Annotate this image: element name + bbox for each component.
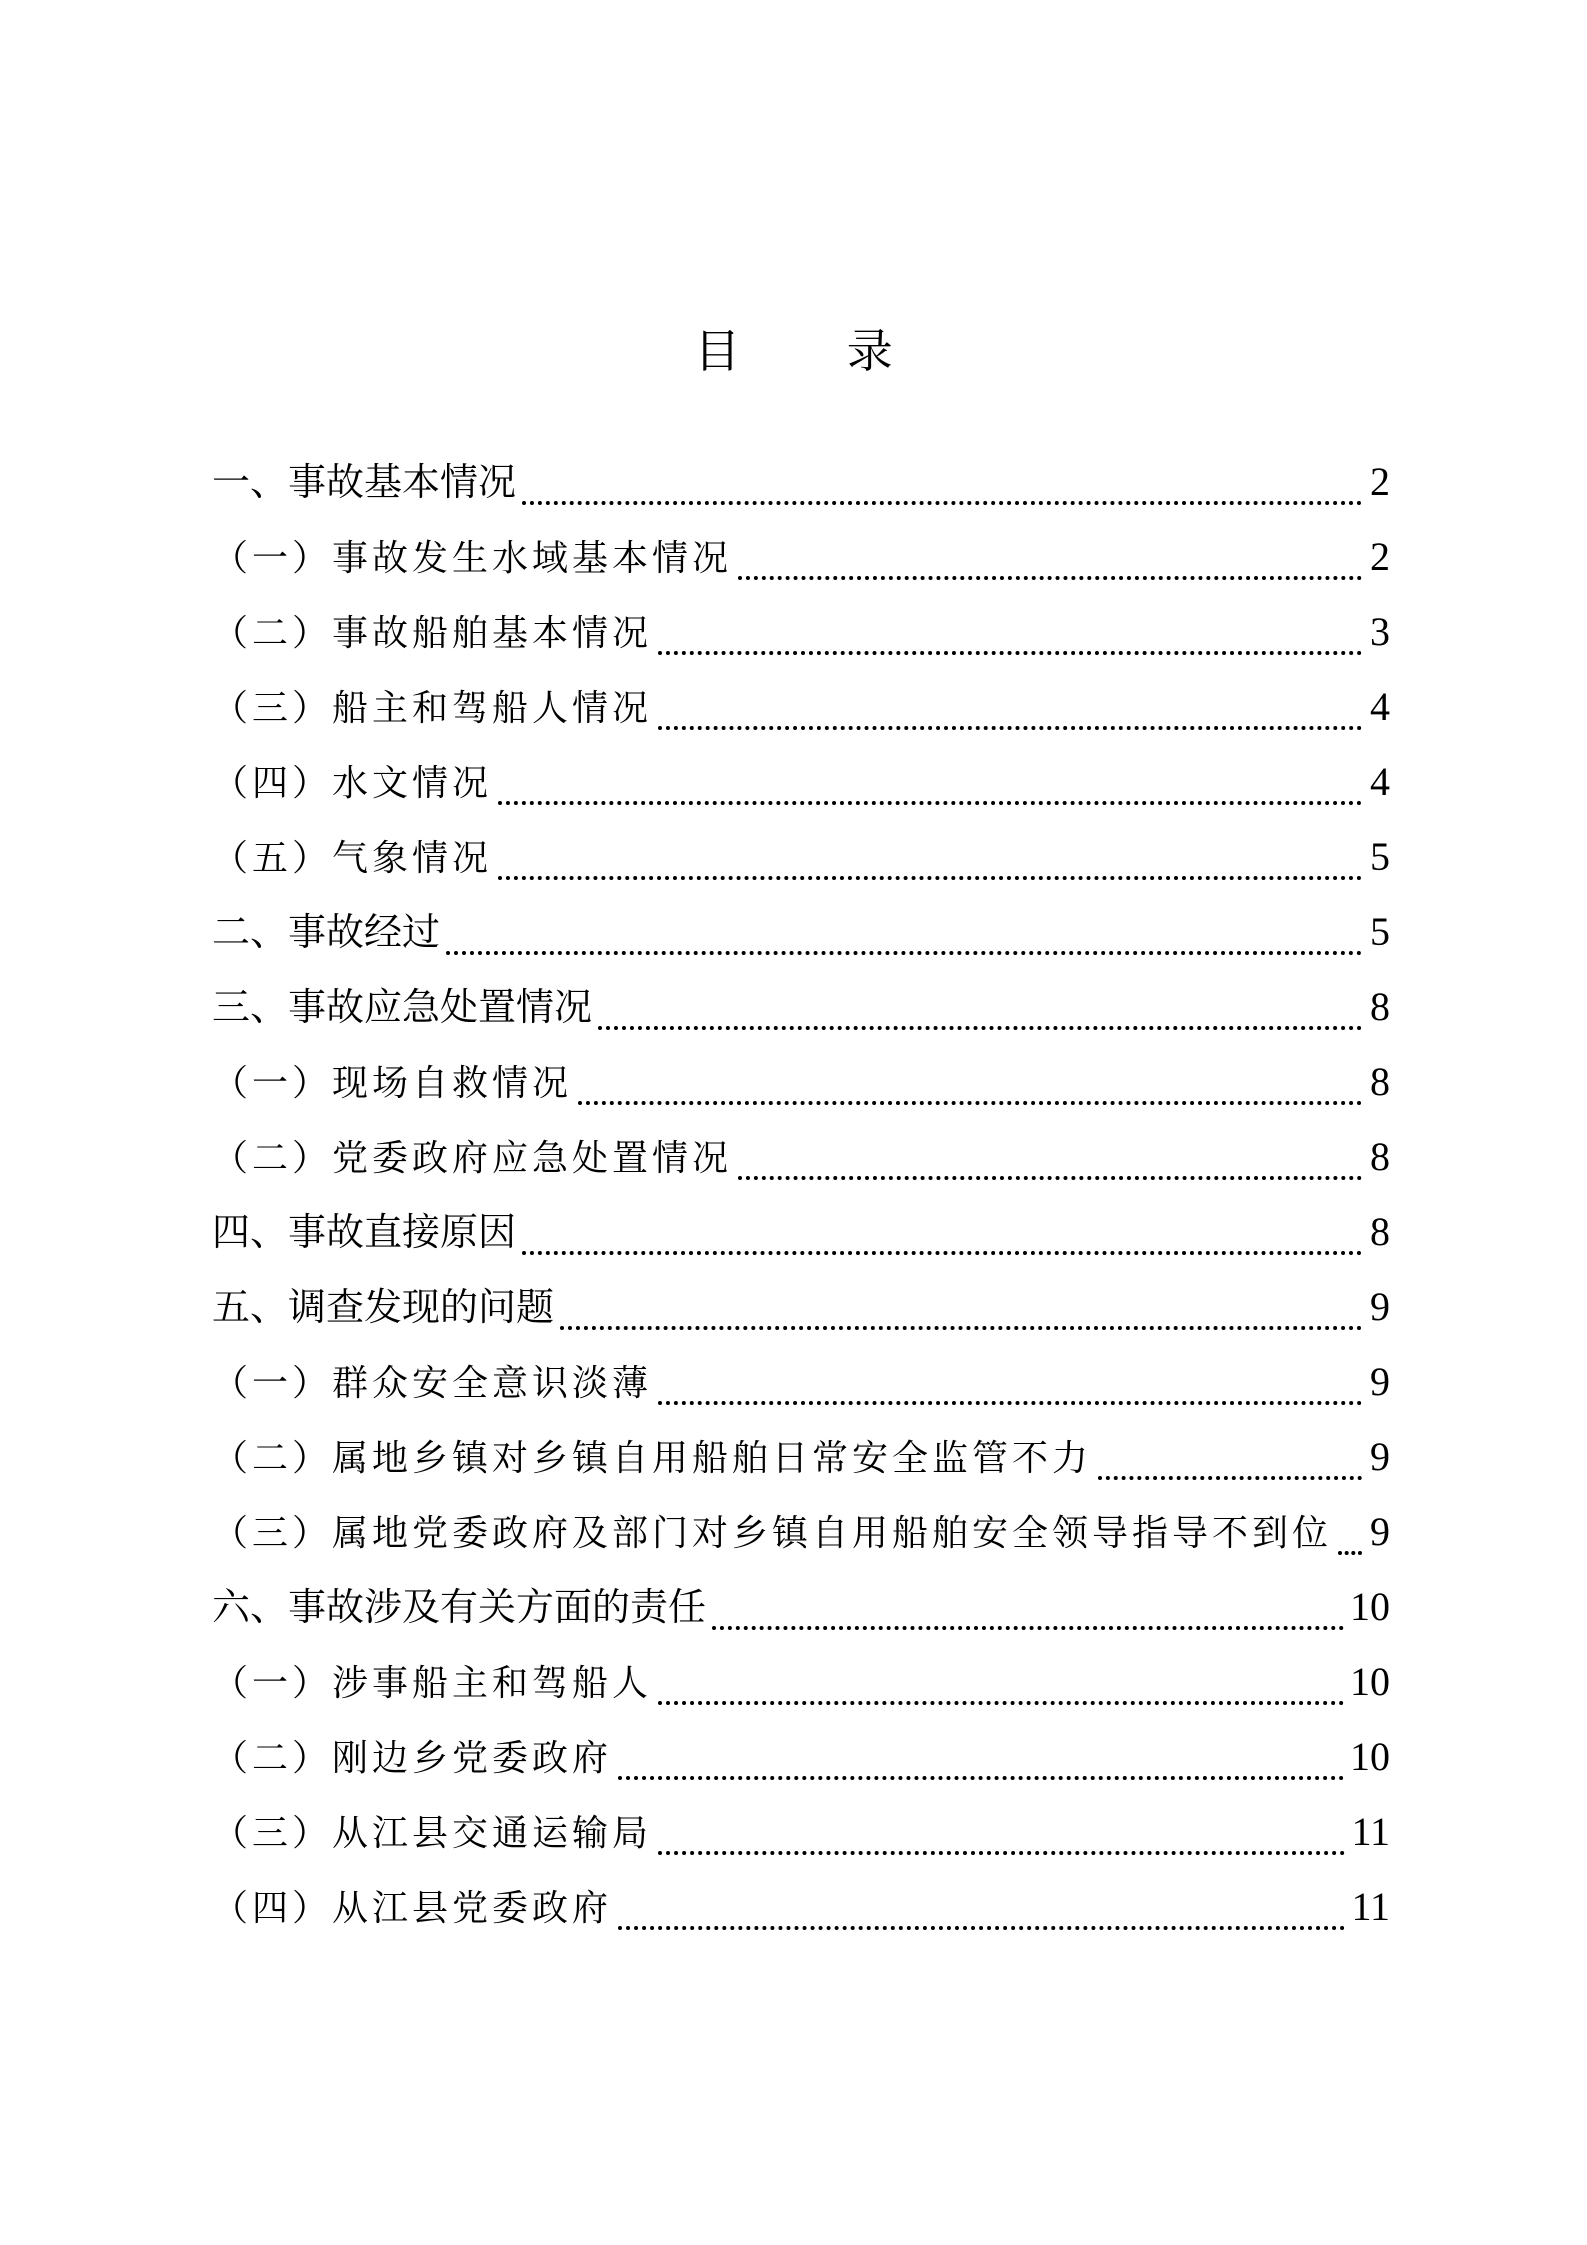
toc-entry-label: （一）现场自救情况 [212, 1063, 573, 1104]
toc-dot-leader [560, 1326, 1362, 1330]
toc-page-number: 9 [1370, 1359, 1390, 1404]
toc-entry-label: 六、事故涉及有关方面的责任 [212, 1585, 707, 1629]
toc-page-number: 3 [1370, 609, 1390, 654]
toc-subsection-entry[interactable] [212, 819, 1390, 894]
toc-entry-label: 四、事故直接原因 [212, 1210, 517, 1254]
toc-page-number: 10 [1350, 1734, 1390, 1779]
toc-subsection-entry[interactable] [212, 519, 1390, 594]
toc-subsection-entry[interactable] [212, 1494, 1390, 1569]
toc-dot-leader [1338, 1551, 1362, 1555]
toc-dot-leader [618, 1926, 1345, 1930]
toc-page-number: 11 [1351, 1809, 1390, 1854]
toc-entry-label: （四）从江县党委政府 [212, 1888, 613, 1929]
toc-entry-label: 一、事故基本情况 [212, 460, 517, 504]
toc-dot-leader [618, 1776, 1344, 1780]
toc-dot-leader [598, 1026, 1362, 1030]
toc-page-number: 8 [1370, 1209, 1390, 1254]
toc-page-number: 4 [1370, 684, 1390, 729]
toc-entry-label: （一）涉事船主和驾船人 [212, 1663, 653, 1704]
toc-dot-leader [498, 801, 1362, 805]
toc-section-entry[interactable] [212, 894, 1390, 969]
toc-entry-label: （二）属地乡镇对乡镇自用船舶日常安全监管不力 [212, 1438, 1093, 1479]
toc-dot-leader [712, 1626, 1344, 1630]
toc-dot-leader [658, 1401, 1362, 1405]
toc-entry-label: （二）党委政府应急处置情况 [212, 1138, 733, 1179]
toc-entry-label: （二）刚边乡党委政府 [212, 1738, 613, 1779]
toc-subsection-entry[interactable] [212, 1419, 1390, 1494]
toc-page-number: 8 [1370, 984, 1390, 1029]
toc-subsection-entry[interactable] [212, 1119, 1390, 1194]
toc-page-number: 5 [1370, 834, 1390, 879]
toc-entry-label: （三）船主和驾船人情况 [212, 688, 653, 729]
toc-subsection-entry[interactable] [212, 1794, 1390, 1869]
toc-dot-leader [738, 576, 1362, 580]
toc-dot-leader [658, 651, 1362, 655]
toc-entry-label: 二、事故经过 [212, 910, 441, 954]
toc-section-entry[interactable] [212, 444, 1390, 519]
toc-entry-label: （三）从江县交通运输局 [212, 1813, 653, 1854]
toc-subsection-entry[interactable] [212, 1344, 1390, 1419]
toc-entry-label: （二）事故船舶基本情况 [212, 613, 653, 654]
toc-page-number: 5 [1370, 909, 1390, 954]
toc-page-number: 4 [1370, 759, 1390, 804]
toc-dot-leader [578, 1101, 1362, 1105]
toc-subsection-entry[interactable] [212, 744, 1390, 819]
toc-entry-label: （三）属地党委政府及部门对乡镇自用船舶安全领导指导不到位 [212, 1513, 1333, 1554]
toc-page-number: 10 [1350, 1659, 1390, 1704]
toc-subsection-entry[interactable] [212, 1044, 1390, 1119]
page-title: 目 录 [694, 323, 939, 378]
table-of-contents [212, 444, 1390, 1944]
toc-page-number: 10 [1350, 1584, 1390, 1629]
toc-dot-leader [658, 726, 1362, 730]
toc-page-number: 2 [1370, 534, 1390, 579]
toc-dot-leader [1098, 1476, 1362, 1480]
toc-entry-label: （一）事故发生水域基本情况 [212, 538, 733, 579]
toc-section-entry[interactable] [212, 969, 1390, 1044]
toc-page-number: 8 [1370, 1134, 1390, 1179]
toc-entry-label: 三、事故应急处置情况 [212, 985, 593, 1029]
toc-entry-label: （四）水文情况 [212, 763, 493, 804]
toc-page-number: 8 [1370, 1059, 1390, 1104]
toc-subsection-entry[interactable] [212, 669, 1390, 744]
toc-subsection-entry[interactable] [212, 594, 1390, 669]
toc-subsection-entry[interactable] [212, 1869, 1390, 1944]
toc-dot-leader [522, 501, 1362, 505]
toc-section-entry[interactable] [212, 1194, 1390, 1269]
toc-section-entry[interactable] [212, 1269, 1390, 1344]
toc-page-number: 9 [1370, 1509, 1390, 1554]
toc-dot-leader [658, 1701, 1344, 1705]
toc-page-number: 11 [1351, 1884, 1390, 1929]
toc-entry-label: （五）气象情况 [212, 838, 493, 879]
toc-subsection-entry[interactable] [212, 1644, 1390, 1719]
toc-dot-leader [738, 1176, 1362, 1180]
toc-dot-leader [522, 1251, 1362, 1255]
toc-dot-leader [498, 876, 1362, 880]
toc-dot-leader [446, 951, 1362, 955]
toc-dot-leader [658, 1851, 1345, 1855]
toc-entry-label: 五、调查发现的问题 [212, 1285, 555, 1329]
toc-section-entry[interactable] [212, 1569, 1390, 1644]
toc-page-number: 9 [1370, 1284, 1390, 1329]
toc-page-number: 2 [1370, 459, 1390, 504]
toc-page-number: 9 [1370, 1434, 1390, 1479]
toc-subsection-entry[interactable] [212, 1719, 1390, 1794]
toc-entry-label: （一）群众安全意识淡薄 [212, 1363, 653, 1404]
